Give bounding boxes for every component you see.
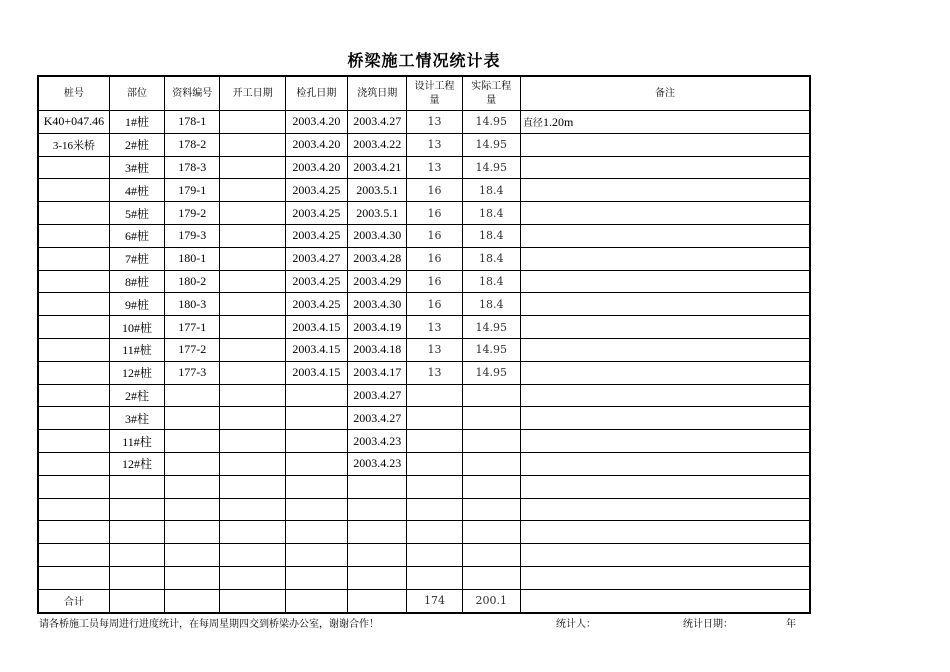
- cell-doc-no: 177-3: [165, 361, 220, 384]
- cell-hole-check-date: [285, 475, 347, 498]
- cell-start-date: [220, 179, 285, 202]
- cell-actual-qty: [462, 384, 520, 407]
- cell-pile-no: [38, 475, 109, 498]
- cell-pour-date: 2003.4.30: [348, 293, 407, 316]
- cell-doc-no: 177-1: [165, 316, 220, 339]
- cell-doc-no: 179-3: [165, 224, 220, 247]
- cell-actual-qty: 14.95: [462, 338, 520, 361]
- cell-remarks: [520, 544, 810, 567]
- cell-pile-no: [38, 498, 109, 521]
- cell-remarks: [520, 316, 810, 339]
- cell-pile-no: [38, 179, 109, 202]
- cell-part: 12#桩: [109, 361, 164, 384]
- cell-start-date: [220, 224, 285, 247]
- cell-doc-no: [165, 521, 220, 544]
- cell-doc-no: 180-3: [165, 293, 220, 316]
- cell-hole-check-date: 2003.4.20: [285, 156, 347, 179]
- cell-remarks: [520, 361, 810, 384]
- cell-actual-qty: 18.4: [462, 293, 520, 316]
- cell-start-date: [220, 270, 285, 293]
- cell-remarks: [520, 521, 810, 544]
- cell-pour-date: 2003.4.17: [348, 361, 407, 384]
- total-actual-qty: 200.1: [462, 589, 520, 613]
- header-design-qty-label: 设计工程量: [414, 80, 455, 106]
- cell-start-date: [220, 521, 285, 544]
- table-row: [38, 179, 810, 202]
- cell-hole-check-date: [285, 521, 347, 544]
- cell-pour-date: 2003.4.22: [348, 133, 407, 156]
- cell-pile-no: [38, 430, 109, 453]
- cell-remarks: [520, 270, 810, 293]
- total-empty-cell: [348, 589, 407, 613]
- cell-actual-qty: 14.95: [462, 156, 520, 179]
- cell-start-date: [220, 452, 285, 475]
- cell-actual-qty: 18.4: [462, 224, 520, 247]
- cell-pour-date: 2003.4.21: [348, 156, 407, 179]
- cell-doc-no: 178-2: [165, 133, 220, 156]
- cell-start-date: [220, 247, 285, 270]
- cell-design-qty: 16: [407, 247, 462, 270]
- cell-part: 2#柱: [109, 384, 164, 407]
- cell-part: 3#桩: [109, 156, 164, 179]
- header-start-date: 开工日期: [220, 76, 285, 111]
- cell-actual-qty: 18.4: [462, 247, 520, 270]
- cell-pile-no: [38, 338, 109, 361]
- cell-actual-qty: 14.95: [462, 316, 520, 339]
- cell-design-qty: 13: [407, 156, 462, 179]
- cell-remarks: [520, 384, 810, 407]
- footer-note: 请各桥施工员每周进行进度统计，在每周星期四交到桥梁办公室，谢谢合作！: [39, 619, 379, 630]
- cell-part: 3#柱: [109, 407, 164, 430]
- cell-remarks: [520, 133, 810, 156]
- cell-start-date: [220, 338, 285, 361]
- cell-start-date: [220, 384, 285, 407]
- cell-pour-date: [348, 475, 407, 498]
- cell-start-date: [220, 156, 285, 179]
- header-remarks: 备注: [520, 76, 810, 111]
- page-title: 桥梁施工情况统计表: [347, 51, 501, 70]
- table-row: [38, 361, 810, 384]
- cell-hole-check-date: 2003.4.15: [285, 338, 347, 361]
- cell-pile-no: [38, 361, 109, 384]
- table-row: [38, 133, 810, 156]
- cell-doc-no: 179-1: [165, 179, 220, 202]
- cell-pour-date: 2003.4.23: [348, 452, 407, 475]
- total-row: [38, 589, 810, 613]
- cell-design-qty: 16: [407, 270, 462, 293]
- cell-hole-check-date: 2003.4.15: [285, 361, 347, 384]
- cell-design-qty: 13: [407, 316, 462, 339]
- cell-start-date: [220, 544, 285, 567]
- cell-start-date: [220, 316, 285, 339]
- cell-hole-check-date: [285, 498, 347, 521]
- cell-actual-qty: 14.95: [462, 133, 520, 156]
- cell-part: [109, 521, 164, 544]
- cell-design-qty: [407, 566, 462, 589]
- cell-design-qty: [407, 407, 462, 430]
- cell-start-date: [220, 361, 285, 384]
- cell-doc-no: [165, 407, 220, 430]
- cell-part: [109, 544, 164, 567]
- header-pour-date: 浇筑日期: [348, 76, 407, 111]
- cell-part: 11#桩: [109, 338, 164, 361]
- cell-remarks: [520, 202, 810, 225]
- cell-actual-qty: 18.4: [462, 270, 520, 293]
- cell-pile-no: [38, 521, 109, 544]
- cell-design-qty: [407, 521, 462, 544]
- cell-hole-check-date: 2003.4.25: [285, 293, 347, 316]
- cell-part: 9#桩: [109, 293, 164, 316]
- cell-start-date: [220, 475, 285, 498]
- cell-hole-check-date: 2003.4.25: [285, 224, 347, 247]
- cell-doc-no: [165, 475, 220, 498]
- table-row: [38, 452, 810, 475]
- cell-pour-date: [348, 521, 407, 544]
- table-row: [38, 293, 810, 316]
- cell-remarks: [520, 475, 810, 498]
- cell-pile-no: [38, 452, 109, 475]
- cell-pour-date: 2003.4.28: [348, 247, 407, 270]
- cell-start-date: [220, 430, 285, 453]
- footer-year: 年: [786, 619, 796, 630]
- cell-part: 6#桩: [109, 224, 164, 247]
- cell-doc-no: 179-2: [165, 202, 220, 225]
- cell-design-qty: [407, 430, 462, 453]
- cell-actual-qty: [462, 475, 520, 498]
- cell-part: 7#桩: [109, 247, 164, 270]
- table-row: [38, 498, 810, 521]
- cell-remarks: [520, 179, 810, 202]
- table-row: [38, 247, 810, 270]
- cell-part: 12#柱: [109, 452, 164, 475]
- cell-hole-check-date: 2003.4.25: [285, 202, 347, 225]
- cell-pour-date: 2003.4.23: [348, 430, 407, 453]
- cell-start-date: [220, 293, 285, 316]
- cell-remarks: [520, 452, 810, 475]
- cell-pour-date: 2003.4.18: [348, 338, 407, 361]
- cell-pile-no: [38, 270, 109, 293]
- cell-actual-qty: [462, 566, 520, 589]
- cell-pile-no: [38, 316, 109, 339]
- cell-part: [109, 475, 164, 498]
- cell-remarks: [520, 224, 810, 247]
- header-part: 部位: [109, 76, 164, 111]
- cell-design-qty: [407, 498, 462, 521]
- header-doc-no-label: 资料编号: [172, 87, 213, 99]
- cell-actual-qty: 14.95: [462, 361, 520, 384]
- cell-pile-no: K40+047.46: [38, 111, 109, 134]
- header-design-qty: [407, 76, 462, 111]
- cell-pour-date: 2003.5.1: [348, 179, 407, 202]
- cell-part: 1#桩: [109, 111, 164, 134]
- table-row: [38, 384, 810, 407]
- total-empty-cell: [220, 589, 285, 613]
- remarks-prefix: 直径: [522, 117, 543, 129]
- table-row: [38, 338, 810, 361]
- cell-hole-check-date: 2003.4.27: [285, 247, 347, 270]
- cell-pour-date: 2003.4.30: [348, 224, 407, 247]
- cell-pile-no: [38, 156, 109, 179]
- cell-design-qty: [407, 544, 462, 567]
- cell-actual-qty: [462, 498, 520, 521]
- cell-doc-no: [165, 544, 220, 567]
- cell-remarks: [520, 156, 810, 179]
- cell-doc-no: [165, 430, 220, 453]
- cell-hole-check-date: 2003.4.25: [285, 270, 347, 293]
- cell-pile-no: [38, 407, 109, 430]
- cell-design-qty: 16: [407, 224, 462, 247]
- cell-design-qty: [407, 384, 462, 407]
- table-row: [38, 407, 810, 430]
- cell-pile-no: [38, 224, 109, 247]
- table-row: [38, 156, 810, 179]
- header-actual-qty-label: 实际工程量: [471, 80, 512, 106]
- cell-hole-check-date: 2003.4.20: [285, 133, 347, 156]
- cell-hole-check-date: [285, 407, 347, 430]
- table-row: [38, 430, 810, 453]
- cell-start-date: [220, 133, 285, 156]
- cell-pile-no: [38, 202, 109, 225]
- cell-part: 5#桩: [109, 202, 164, 225]
- cell-pour-date: [348, 498, 407, 521]
- cell-actual-qty: 14.95: [462, 111, 520, 134]
- header-hole-check-date: 检孔日期: [285, 76, 347, 111]
- header-actual-qty: [462, 76, 520, 111]
- cell-hole-check-date: [285, 384, 347, 407]
- cell-pile-no: [38, 544, 109, 567]
- cell-doc-no: 177-2: [165, 338, 220, 361]
- cell-doc-no: 180-2: [165, 270, 220, 293]
- cell-pour-date: 2003.4.27: [348, 407, 407, 430]
- total-empty-cell: [165, 589, 220, 613]
- header-doc-no: [165, 76, 220, 111]
- cell-pour-date: 2003.5.1: [348, 202, 407, 225]
- cell-remarks: [520, 293, 810, 316]
- cell-actual-qty: [462, 407, 520, 430]
- table-row: [38, 111, 810, 134]
- cell-actual-qty: 18.4: [462, 202, 520, 225]
- cell-part: 11#柱: [109, 430, 164, 453]
- cell-design-qty: 13: [407, 361, 462, 384]
- cell-part: 8#桩: [109, 270, 164, 293]
- cell-pour-date: 2003.4.27: [348, 384, 407, 407]
- table-row: [38, 224, 810, 247]
- cell-hole-check-date: 2003.4.20: [285, 111, 347, 134]
- cell-hole-check-date: 2003.4.25: [285, 179, 347, 202]
- table-row: [38, 202, 810, 225]
- cell-actual-qty: 18.4: [462, 179, 520, 202]
- cell-pour-date: 2003.4.27: [348, 111, 407, 134]
- cell-actual-qty: [462, 544, 520, 567]
- cell-design-qty: 16: [407, 293, 462, 316]
- cell-remarks: [520, 407, 810, 430]
- cell-pile-no: [38, 293, 109, 316]
- table-row: [38, 475, 810, 498]
- cell-remarks: [520, 338, 810, 361]
- cell-design-qty: [407, 475, 462, 498]
- cell-pile-no: 3-16米桥: [38, 133, 109, 156]
- remarks-value: 1.20m: [542, 114, 574, 129]
- cell-part: [109, 566, 164, 589]
- cell-doc-no: [165, 498, 220, 521]
- cell-remarks: [520, 430, 810, 453]
- cell-doc-no: [165, 452, 220, 475]
- cell-doc-no: 180-1: [165, 247, 220, 270]
- cell-design-qty: 13: [407, 133, 462, 156]
- cell-remarks: [520, 498, 810, 521]
- cell-remarks: [520, 111, 810, 134]
- statistics-table: [37, 75, 811, 614]
- cell-hole-check-date: [285, 566, 347, 589]
- cell-remarks: [520, 247, 810, 270]
- table-row: [38, 566, 810, 589]
- cell-design-qty: 16: [407, 179, 462, 202]
- total-label: 合计: [38, 589, 109, 613]
- cell-start-date: [220, 202, 285, 225]
- cell-pour-date: 2003.4.19: [348, 316, 407, 339]
- cell-doc-no: 178-3: [165, 156, 220, 179]
- total-design-qty: 174: [407, 589, 462, 613]
- cell-pile-no: [38, 384, 109, 407]
- cell-hole-check-date: 2003.4.15: [285, 316, 347, 339]
- total-remarks: [520, 589, 810, 613]
- total-empty-cell: [285, 589, 347, 613]
- table-row: [38, 270, 810, 293]
- table-row: [38, 316, 810, 339]
- footer-stat-date: 统计日期：: [683, 619, 733, 630]
- cell-hole-check-date: [285, 544, 347, 567]
- cell-doc-no: [165, 384, 220, 407]
- cell-part: 4#桩: [109, 179, 164, 202]
- table-row: [38, 544, 810, 567]
- cell-start-date: [220, 111, 285, 134]
- cell-hole-check-date: [285, 452, 347, 475]
- cell-doc-no: [165, 566, 220, 589]
- cell-remarks: [520, 566, 810, 589]
- cell-actual-qty: [462, 452, 520, 475]
- cell-start-date: [220, 498, 285, 521]
- cell-part: 10#桩: [109, 316, 164, 339]
- header-pile-no: 桩号: [38, 76, 109, 111]
- cell-hole-check-date: [285, 430, 347, 453]
- cell-actual-qty: [462, 430, 520, 453]
- cell-part: [109, 498, 164, 521]
- cell-design-qty: 13: [407, 338, 462, 361]
- cell-design-qty: 16: [407, 202, 462, 225]
- footer-statistician: 统计人：: [556, 619, 596, 630]
- cell-design-qty: [407, 452, 462, 475]
- table-row: [38, 521, 810, 544]
- cell-part: 2#桩: [109, 133, 164, 156]
- cell-start-date: [220, 407, 285, 430]
- header-row: [38, 76, 810, 111]
- cell-actual-qty: [462, 521, 520, 544]
- cell-pile-no: [38, 566, 109, 589]
- cell-doc-no: 178-1: [165, 111, 220, 134]
- total-empty-cell: [109, 589, 164, 613]
- cell-pour-date: 2003.4.29: [348, 270, 407, 293]
- cell-pour-date: [348, 566, 407, 589]
- cell-design-qty: 13: [407, 111, 462, 134]
- cell-start-date: [220, 566, 285, 589]
- cell-pour-date: [348, 544, 407, 567]
- cell-pile-no: [38, 247, 109, 270]
